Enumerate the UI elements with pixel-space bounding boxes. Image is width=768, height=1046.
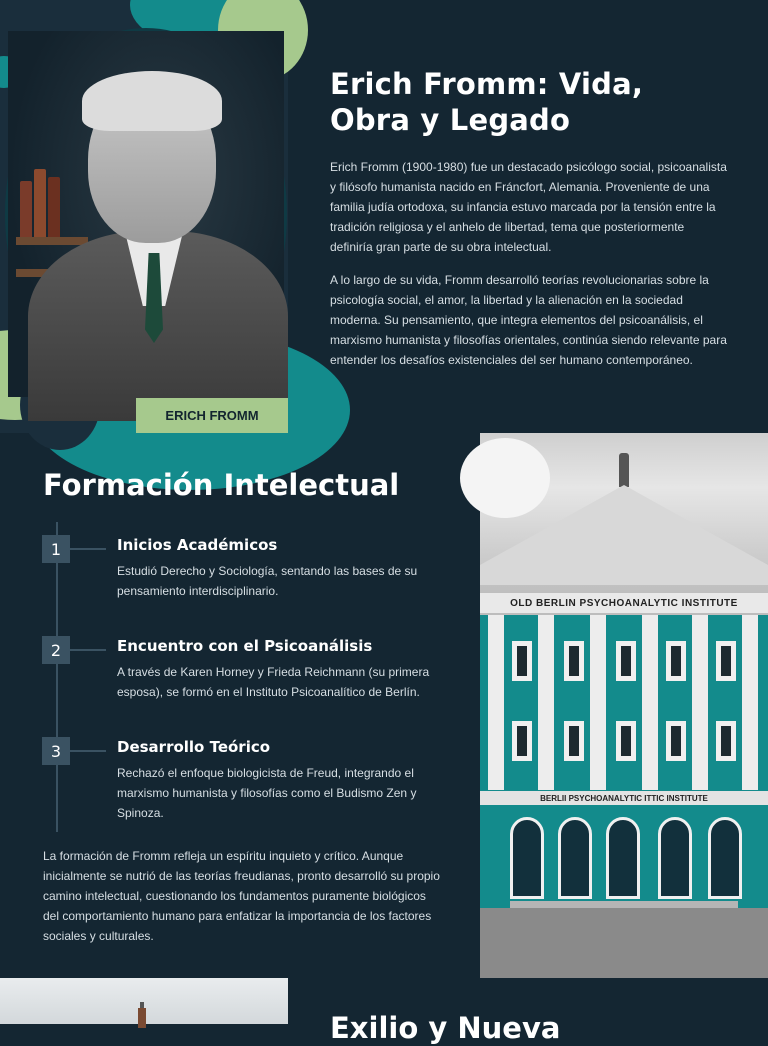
portrait-frame <box>5 28 287 400</box>
section-title: Exilio y Nueva <box>330 1011 561 1045</box>
timeline-heading: Encuentro con el Psicoanálisis <box>117 637 373 655</box>
portrait-caption: ERICH FROMM <box>136 398 288 433</box>
intro-paragraph: A lo largo de su vida, Fromm desarrolló teorías revolucionarias sobre la psicología social, el amor, la libertad y la alienación en la sociedad moderna. Su pensamiento, que integra elementos del psicoanálisis, el marxismo humanista y filosofías orientales, continúa siendo relevante para entender los desafíos existenciales del ser humano contemporáneo. <box>330 273 727 367</box>
timeline-text: A través de Karen Horney y Frieda Reichmann (su primera esposa), se formó en el Instituto Psicoanalítico de Berlín. <box>117 665 430 699</box>
timeline-number: 3 <box>42 737 70 765</box>
section-title: Formación Intelectual <box>43 468 400 502</box>
timeline-text: Rechazó el enfoque biologicista de Freud, integrando el marxismo humanista y filosofías como el Budismo Zen y Spinoza. <box>117 766 417 820</box>
timeline-heading: Inicios Académicos <box>117 536 278 554</box>
building-sign-lower: BERLII PSYCHOANALYTIC ITTIC INSTITUTE <box>480 791 768 805</box>
formation-paragraph: La formación de Fromm refleja un espíritu inquieto y crítico. Aunque inicialmente se nutrió de las teorías freudianas, pronto desarrolló su propio camino intelectual, cuestionando los fundamentos puramente biológicos del comportamiento humano para enfatizar la importancia de los factores sociales y culturales. <box>43 849 440 943</box>
intro-paragraph: Erich Fromm (1900-1980) fue un destacado psicólogo social, psicoanalista y filósofo humanista nacido en Fráncfort, Alemania. Proveniente de una familia judía ortodoxa, su infancia estuvo marcada por la tensión entre la tradición religiosa y el anhelo de libertad, tema que posteriormente definiría gran parte de su obra intelectual. <box>330 160 727 254</box>
exile-image <box>0 978 288 1024</box>
timeline-heading: Desarrollo Teórico <box>117 738 271 756</box>
portrait-image <box>0 0 288 433</box>
intro-text <box>330 157 730 383</box>
page-title: Erich Fromm: Vida, Obra y Legado <box>330 67 644 137</box>
timeline-line <box>56 522 58 832</box>
statue <box>619 453 629 487</box>
timeline-text: Estudió Derecho y Sociología, sentando las bases de su pensamiento interdisciplinario. <box>117 564 418 598</box>
institute-image <box>480 433 768 978</box>
timeline-number: 2 <box>42 636 70 664</box>
timeline-number: 1 <box>42 535 70 563</box>
building-sign: OLD BERLIN PSYCHOANALYTIC INSTITUTE <box>480 593 768 613</box>
